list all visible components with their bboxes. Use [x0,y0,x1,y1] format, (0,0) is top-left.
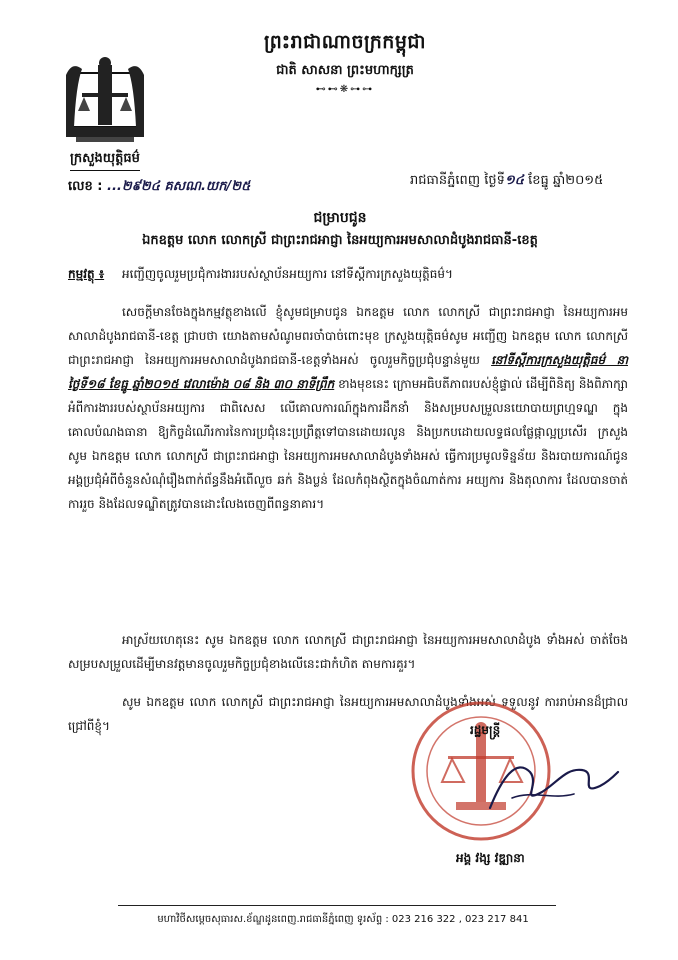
meeting-details: នៅទីស្តីការក្រសួងយុត្តិធម៌ នាថ្ងៃទី១៨ ខែធ្នូ ឆ្នាំ២០១៥ វេលាម៉ោង ០៨ និង ៣០ នាទីព្រឹក [68,353,628,391]
letter-heading: ជម្រាបជូន [313,210,367,226]
ministry-emblem-icon [62,55,148,143]
handwritten-signature-icon [482,738,622,828]
kingdom-title: ព្រះរាជាណាចក្រកម្ពុជា [264,31,426,53]
footer-address: មហាវិថីសម្តេចសុធារស.ខ័ណ្ឌដូនពេញ.រាជធានីភ្នំពេញ ទូរស័ព្ទ : 023 216 322 , 023 217 841 [157,914,529,925]
subject-label: កម្មវត្ថុ ៖ [68,267,105,281]
letter-recipient: ឯកឧត្តម លោក លោកស្រី ជាព្រះរាជអាជ្ញា នៃអយ្យការអមសាលាដំបូងរាជធានី-ខេត្ត [142,233,538,248]
national-motto: ជាតិ សាសនា ព្រះមហាក្សត្រ [276,63,414,78]
date-prefix: រាជធានីភ្នំពេញ ថ្ងៃទី [410,173,505,188]
paragraph-1 [68,300,628,516]
paragraph-1-a: សេចក្តីមានចែងក្នុងកម្មវត្ថុខាងលើ ខ្ញុំសូមជម្រាបជូន ឯកឧត្តម លោក លោកស្រី ជាព្រះរាជអាជ្ញា នៃអយ្យការអមសាលាដំបូងរាជធានី-ខេត្ត ជ្រាបថា យោងតាមសំណូមពរចាំបាច់ពោះមុខ ក្រសួងយុត្តិធម៌សូម អញ្ជើញ ឯកឧត្តម លោក លោកស្រី ជាព្រះរាជអាជ្ញា នៃអយ្យការអមសាលាដំបូងរាជធានី-ខេត្តទាំងអស់ ចូលរួមកិច្ចប្រជុំបន្ទាន់មួយ [68,305,628,367]
paragraph-2-text: អាស្រ័យហេតុនេះ សូម ឯកឧត្តម លោក លោកស្រី ជាព្រះរាជអាជ្ញា នៃអយ្យការអមសាលាដំបូង ទាំងអស់ ចាត់ចែងសម្របសម្រួលដើម្បីមានវត្តមានចូលរួមកិច្ចប្រជុំខាងលើនេះជាកំហិត តាមការគួរ។ [68,633,628,671]
reference-label: លេខ : [68,179,103,194]
paragraph-1-b: ខាងមុខនេះ ក្រោមអធិបតីភាពរបស់ខ្ញុំផ្ទាល់ ដើម្បីពិនិត្យ និងពិភាក្សាអំពីការងាររបស់ស្ថាប័នអយ្យការ ជាពិសេស លើគោលការណ៍ក្នុងការដឹកនាំ និងសម្របសម្រួលនយោបាយព្រហ្មទណ្ឌ ក្នុងគោលបំណងធានា ឱ្យកិច្ចដំណើរការនៃការប្រជុំនេះប្រព្រឹត្តទៅបានដោយរលូន និងប្រកបដោយលទ្ធផលផ្លែផ្កាល្អប្រសើរ ក្រសួង សូម ឯកឧត្តម លោក លោកស្រី ជាព្រះរាជអាជ្ញា នៃអយ្យការអមសាលាដំបូងទាំងអស់ ធ្វើការប្រមូលទិន្នន័យ និងរបាយការណ៍ជូនអង្គប្រជុំអំពីចំនួនសំណុំរឿងពាក់ព័ន្ធនឹងអំពើលួច ឆក់ និងប្លន់ ដែលកំពុងស្ថិតក្នុងចំណាត់ការ អយ្យការ និងតុលាការ ដែលបានចាត់ការរួច និងដែលទណ្ឌិតត្រូវបានដោះលែងចេញពីពន្ធនាគារ។ [68,377,628,511]
paragraph-2 [68,628,628,676]
letter-date [410,172,603,191]
reference-number [68,178,250,197]
letter-subject [68,266,628,284]
subject-text: អញ្ជើញចូលរួមប្រជុំការងាររបស់ស្ថាប័នអយ្យការ នៅទីស្តីការក្រសួងយុត្តិធម៌។ [121,267,453,281]
ornament-divider: ⊷⊷❋⊶⊶ [315,84,375,95]
reference-value: ...២៩២៤ គសណ.យក/២៥ [107,179,251,194]
date-suffix: ខែធ្នូ ឆ្នាំ២០១៥ [528,173,604,188]
signatory-title: រដ្ឋមន្ត្រី [470,723,501,737]
paragraph-3-text: សូម ឯកឧត្តម លោក លោកស្រី ជាព្រះរាជអាជ្ញា នៃអយ្យការអមសាលាដំបូងទាំងអស់ ទទួលនូវ ការរាប់អានដ៏ជ្រាលជ្រៅពីខ្ញុំ។ [68,695,628,733]
footer-divider [118,905,556,906]
ministry-name: ក្រសួងយុត្តិធម៌ [70,150,140,171]
signatory-name: អង្គ វង្ស វឌ្ឍានា [456,851,525,865]
date-day: ១៤ [504,173,524,188]
